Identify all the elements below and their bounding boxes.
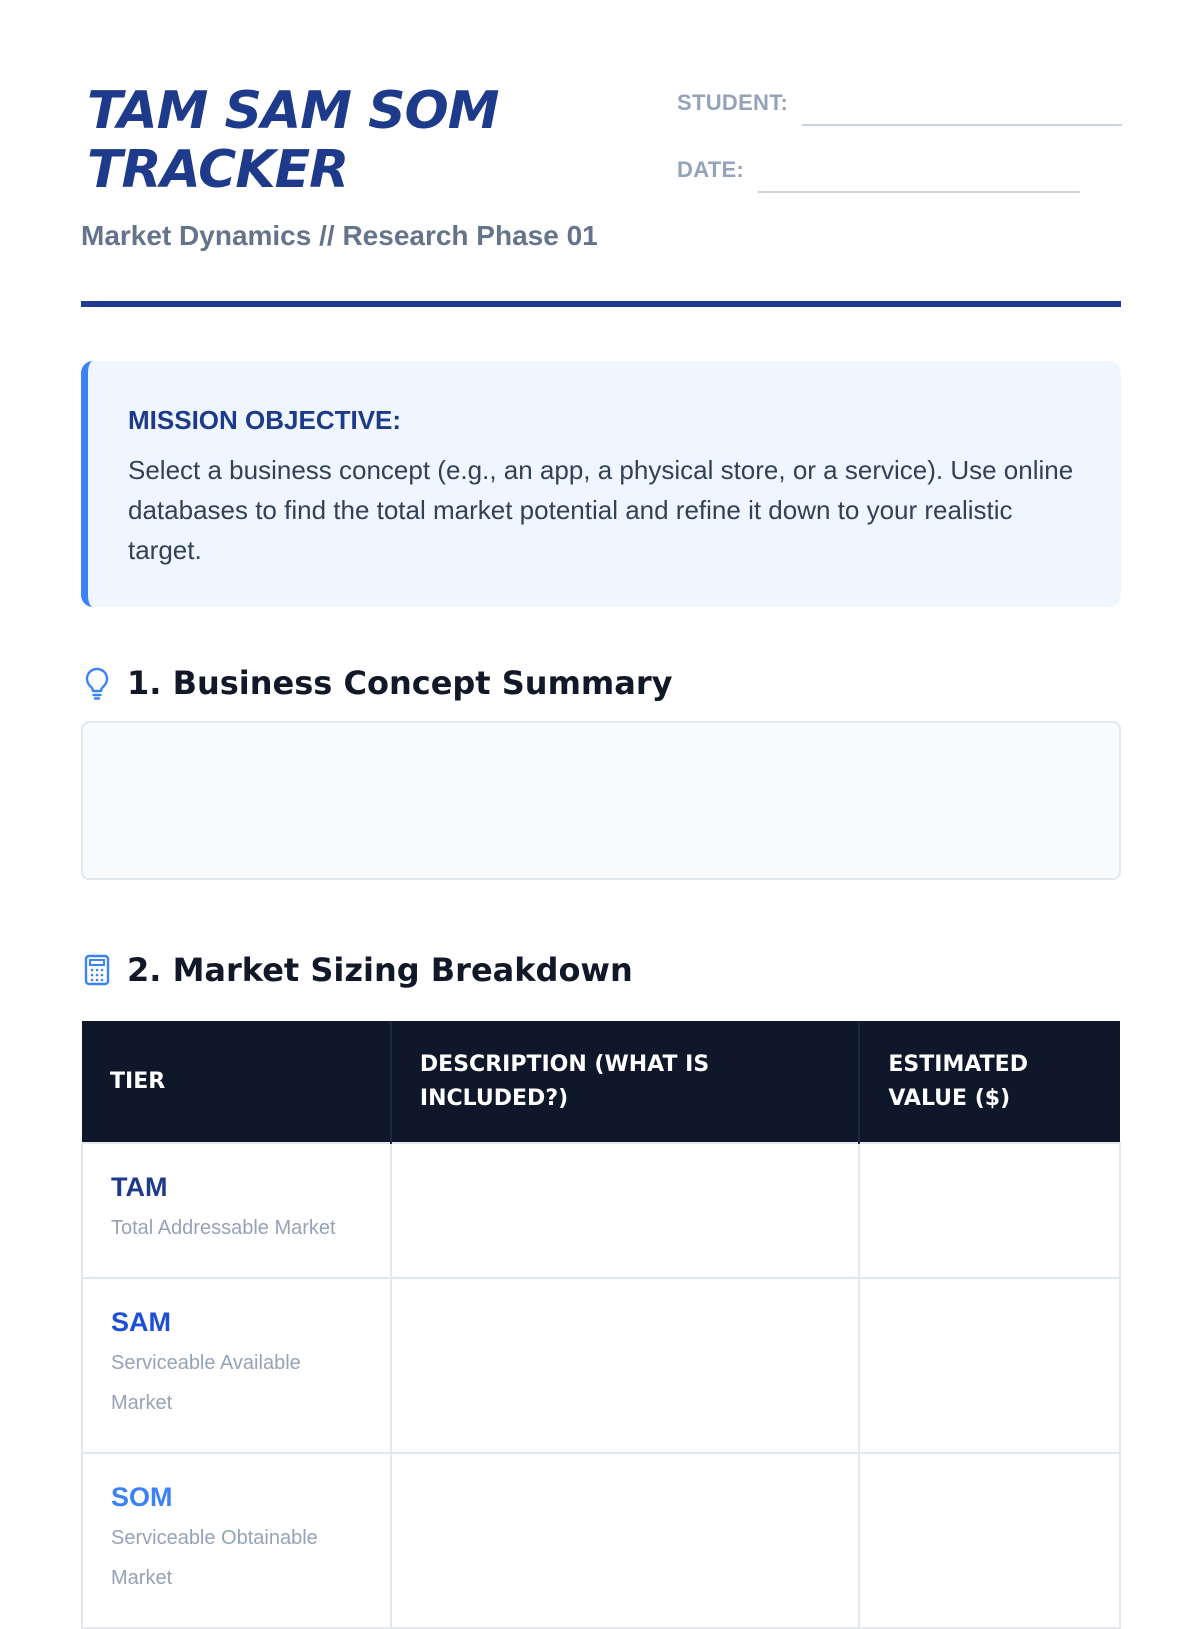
table-row-sam (82, 1278, 1120, 1453)
date-label: DATE: (677, 157, 745, 182)
header-divider (81, 301, 1121, 307)
student-label: STUDENT: (677, 90, 789, 115)
tier-code: SOM (111, 1482, 173, 1512)
column-header-description: DESCRIPTION (WHAT IS INCLUDED?) (391, 1021, 859, 1143)
market-sizing-table (81, 1021, 1121, 1629)
tier-code: SAM (111, 1307, 171, 1337)
column-header-tier: TIER (82, 1021, 391, 1143)
tier-name: Serviceable Available Market (111, 1352, 301, 1414)
tier-cell (82, 1143, 391, 1278)
tier-cell (82, 1453, 391, 1628)
date-field-row (677, 157, 1080, 193)
value-cell[interactable] (859, 1143, 1120, 1278)
value-cell[interactable] (859, 1453, 1120, 1628)
tier-name: Serviceable Obtainable Market (111, 1527, 318, 1589)
page-subtitle: Market Dynamics // Research Phase 01 (81, 220, 598, 251)
page-title: TAM SAM SOM TRACKER (87, 81, 499, 200)
description-cell[interactable] (391, 1278, 859, 1453)
column-header-value: ESTIMATED VALUE ($) (859, 1021, 1120, 1143)
mission-text: Select a business concept (e.g., an app, a physical store, or a service). Use online databases to find the total market potential and refine it down to your realistic target. (128, 455, 1074, 565)
student-field-row (677, 90, 1122, 126)
lightbulb-icon (81, 665, 113, 701)
section-market-sizing-heading (81, 951, 633, 989)
section-title-concept: 1. Business Concept Summary (127, 664, 673, 702)
tier-cell (82, 1278, 391, 1453)
value-cell[interactable] (859, 1278, 1120, 1453)
student-field[interactable] (802, 96, 1122, 126)
table-header-row (82, 1021, 1120, 1143)
date-field[interactable] (758, 163, 1080, 193)
table-row-som (82, 1453, 1120, 1628)
description-cell[interactable] (391, 1143, 859, 1278)
section-title-sizing: 2. Market Sizing Breakdown (127, 951, 633, 989)
tier-name: Total Addressable Market (111, 1217, 336, 1239)
section-business-concept-heading (81, 664, 672, 702)
table-row-tam (82, 1143, 1120, 1278)
header (81, 0, 1119, 307)
calculator-icon (81, 952, 113, 988)
concept-summary-input[interactable] (81, 721, 1121, 880)
mission-label: MISSION OBJECTIVE: (128, 405, 402, 435)
mission-objective-box (81, 361, 1121, 607)
tier-code: TAM (111, 1172, 168, 1202)
description-cell[interactable] (391, 1453, 859, 1628)
